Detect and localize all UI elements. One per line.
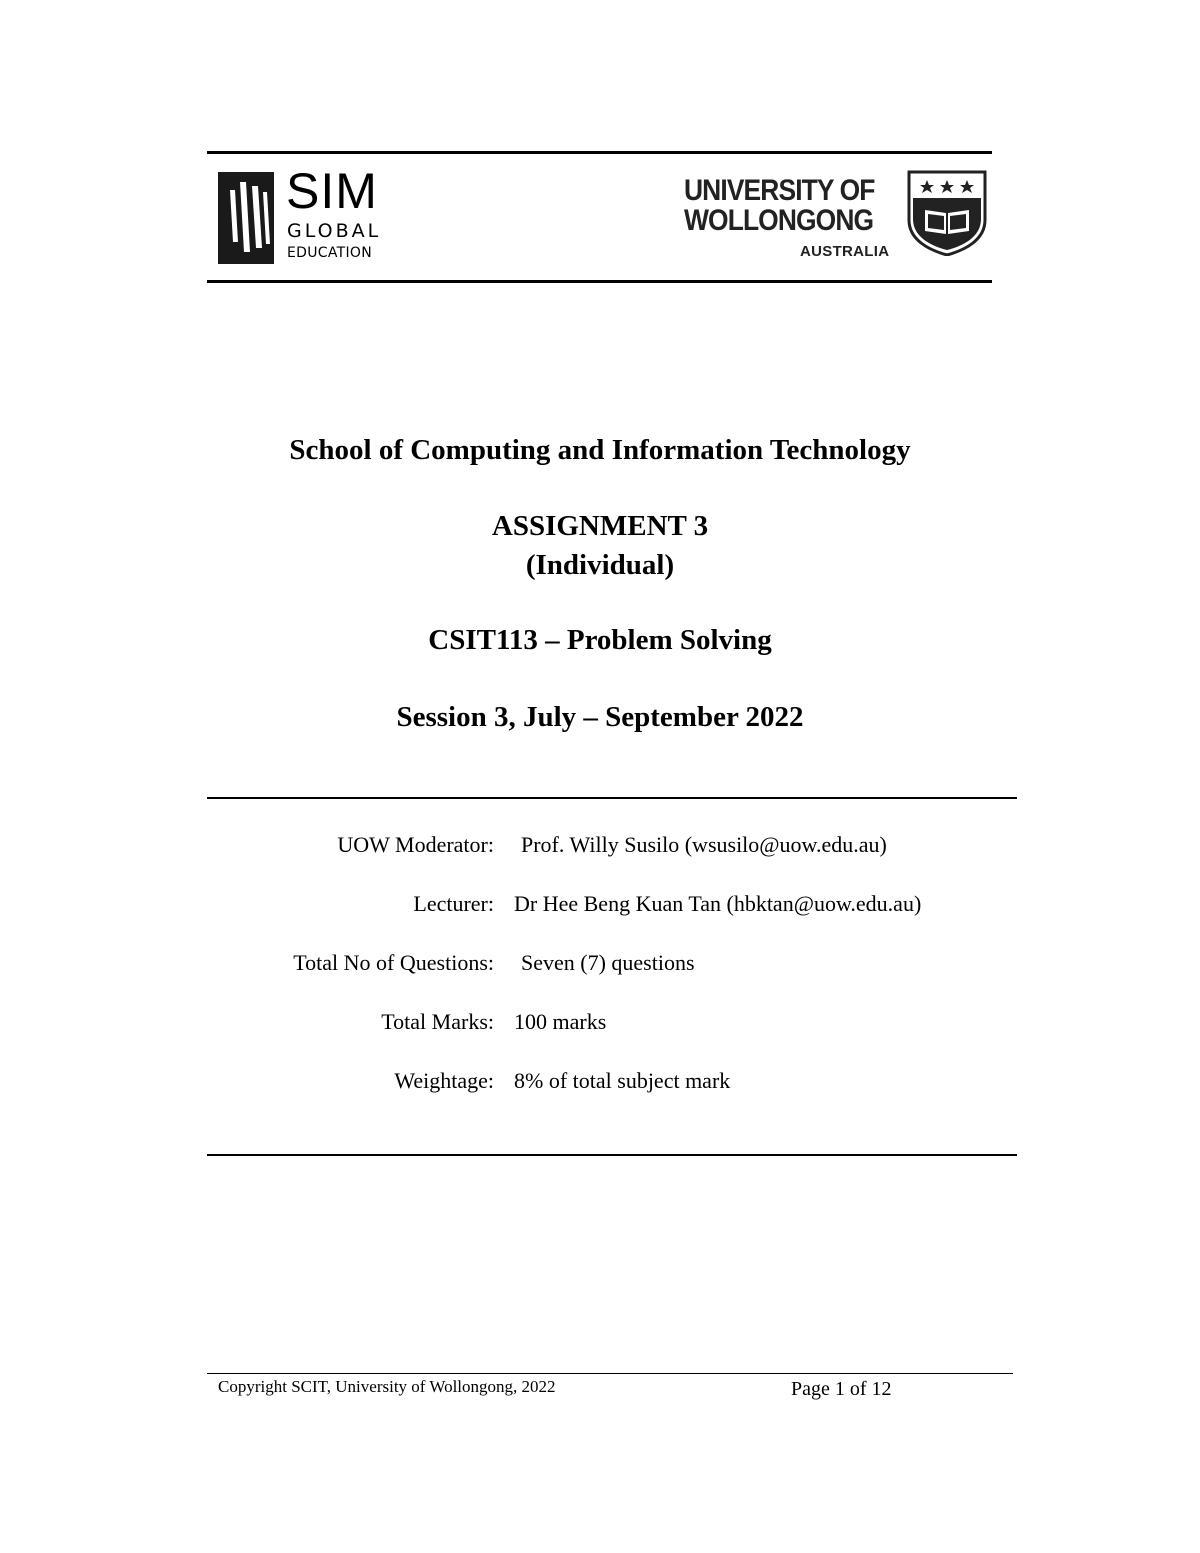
total-questions-value: Seven (7) questions [521, 950, 695, 975]
sim-logo-line2: GLOBAL [287, 220, 382, 242]
uow-crest-icon [907, 170, 987, 256]
weightage-value: 8% of total subject mark [514, 1068, 731, 1093]
header-top-rule [207, 151, 992, 154]
sim-global-education-logo [218, 163, 388, 264]
subject-title: CSIT113 – Problem Solving [428, 624, 772, 656]
uow-logo-text [684, 174, 894, 260]
assignment-type: (Individual) [525, 549, 675, 581]
sim-logo-word: SIM [286, 163, 378, 219]
footer-page-number: Page 1 of 12 [791, 1378, 892, 1400]
details-top-rule [207, 797, 1017, 799]
total-marks-label: Total Marks: [381, 1009, 494, 1034]
moderator-label: UOW Moderator: [337, 832, 494, 857]
footer-rule [207, 1373, 1013, 1374]
uow-logo-line1: UNIVERSITY OF [684, 174, 875, 207]
lecturer-label: Lecturer: [413, 891, 494, 916]
lecturer-value: Dr Hee Beng Kuan Tan (hbktan@uow.edu.au) [514, 891, 922, 916]
details-bottom-rule [207, 1154, 1017, 1156]
footer-copyright: Copyright SCIT, University of Wollongong, 2022 [218, 1377, 556, 1396]
sim-stripes-logo-icon [218, 172, 274, 264]
uow-logo-line2: WOLLONGONG [684, 204, 874, 237]
sim-logo-line3: EDUCATION [287, 245, 373, 261]
moderator-value: Prof. Willy Susilo (wsusilo@uow.edu.au) [521, 832, 887, 857]
uow-logo-line3: AUSTRALIA [800, 243, 890, 260]
total-questions-label: Total No of Questions: [293, 950, 494, 975]
assignment-title: ASSIGNMENT 3 [491, 510, 709, 542]
school-name: School of Computing and Information Technology [289, 434, 911, 466]
total-marks-value: 100 marks [514, 1009, 607, 1034]
session-title: Session 3, July – September 2022 [396, 701, 804, 733]
weightage-label: Weightage: [394, 1068, 494, 1093]
header-bottom-rule [207, 280, 992, 283]
